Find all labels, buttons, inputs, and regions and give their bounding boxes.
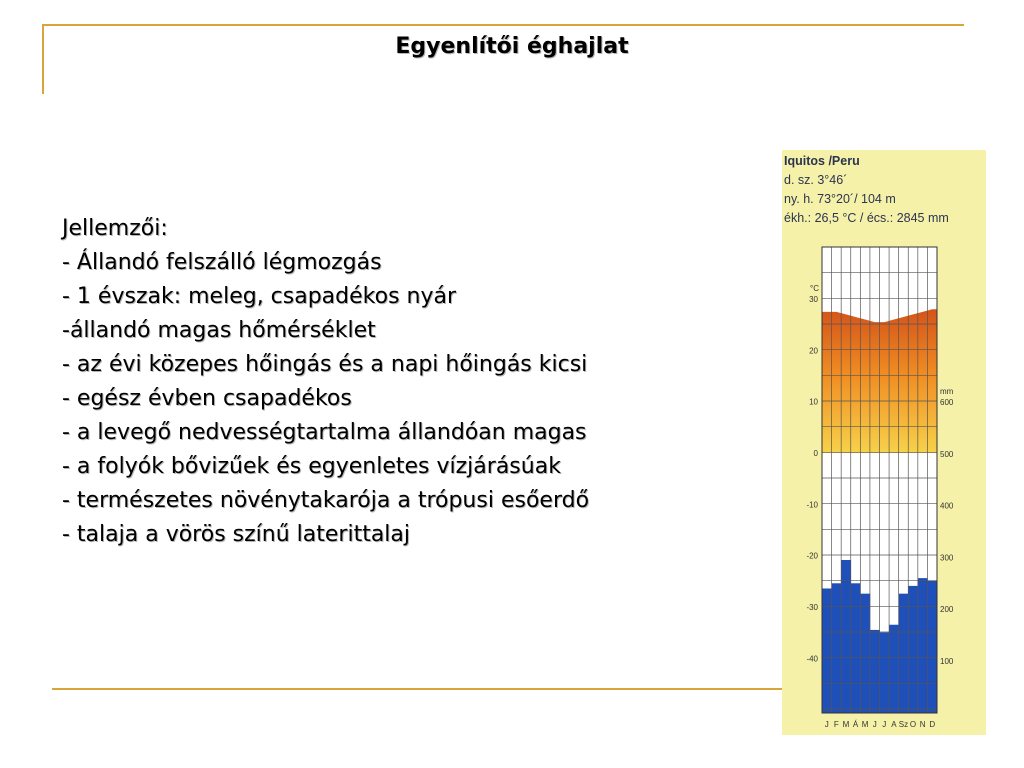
list-item: -állandó magas hőmérséklet bbox=[62, 318, 376, 343]
precip-bar bbox=[860, 594, 870, 713]
list-item: - az évi közepes hőingás és a napi hőingás kicsi bbox=[62, 352, 588, 377]
temp-tick-label: 20 bbox=[809, 346, 818, 356]
station-summary: ékh.: 26,5 °C / écs.: 2845 mm bbox=[784, 211, 949, 225]
month-label: M bbox=[842, 720, 850, 729]
precip-bar bbox=[832, 583, 842, 713]
precip-bar bbox=[927, 581, 937, 713]
month-label: M bbox=[861, 720, 869, 729]
precip-bar bbox=[880, 633, 890, 713]
month-label: N bbox=[919, 720, 926, 729]
precip-unit-label: mm bbox=[940, 387, 954, 396]
temp-tick-label: 30 bbox=[809, 295, 818, 304]
list-item: - a folyók bővizűek és egyenletes vízjárásúak bbox=[62, 454, 561, 479]
list-item: - 1 évszak: meleg, csapadékos nyár bbox=[62, 284, 457, 309]
precip-bar bbox=[822, 588, 832, 713]
station-latitude: d. sz. 3°46´ bbox=[784, 173, 848, 187]
month-label: Sz bbox=[898, 720, 909, 729]
slide-title: Egyenlítői éghajlat bbox=[395, 34, 629, 59]
list-item: - Állandó felszálló légmozgás bbox=[62, 250, 382, 275]
temp-tick-label: 0 bbox=[813, 449, 818, 458]
month-label: J bbox=[824, 720, 829, 729]
precip-bar bbox=[889, 625, 899, 713]
month-label: Á bbox=[852, 720, 859, 729]
station-longitude: ny. h. 73°20´/ 104 m bbox=[784, 192, 896, 206]
month-label: J bbox=[882, 720, 887, 729]
climate-diagram bbox=[782, 150, 986, 735]
precip-tick-label: 200 bbox=[940, 605, 954, 615]
temp-tick-label: -30 bbox=[806, 603, 818, 612]
precip-bar bbox=[870, 630, 880, 713]
month-label: J bbox=[872, 720, 877, 729]
precip-tick-label: 300 bbox=[940, 553, 954, 563]
list-item: - a levegő nedvességtartalma állandóan magas bbox=[62, 420, 587, 445]
precip-tick-label: 600 bbox=[940, 398, 954, 407]
temp-tick-label: -20 bbox=[806, 551, 818, 561]
station-name: Iquitos /Peru bbox=[784, 154, 860, 168]
temp-tick-label: -10 bbox=[806, 500, 818, 510]
characteristics-heading: Jellemzői: bbox=[62, 216, 168, 241]
temp-tick-label: -40 bbox=[806, 654, 818, 664]
month-label: A bbox=[891, 720, 897, 729]
list-item: - egész évben csapadékos bbox=[62, 386, 352, 411]
precip-bar bbox=[918, 578, 928, 713]
precip-bar bbox=[851, 583, 861, 713]
month-label: D bbox=[929, 720, 936, 729]
precip-tick-label: 100 bbox=[940, 657, 954, 666]
climate-chart-svg bbox=[782, 150, 986, 735]
frame-top-line bbox=[42, 24, 964, 26]
precip-bar bbox=[908, 586, 918, 713]
list-item: - természetes növénytakarója a trópusi esőerdő bbox=[62, 488, 590, 513]
list-item: - talaja a vörös színű laterittalaj bbox=[62, 522, 411, 547]
precip-tick-label: 400 bbox=[940, 501, 954, 511]
precip-bar bbox=[841, 560, 851, 713]
month-label: O bbox=[909, 720, 917, 729]
month-label: F bbox=[833, 720, 839, 729]
precip-bar bbox=[899, 594, 909, 713]
temp-tick-label: 10 bbox=[809, 397, 818, 407]
precip-tick-label: 500 bbox=[940, 449, 954, 459]
characteristics-list bbox=[62, 212, 762, 552]
temp-unit-label: °C bbox=[810, 284, 819, 293]
